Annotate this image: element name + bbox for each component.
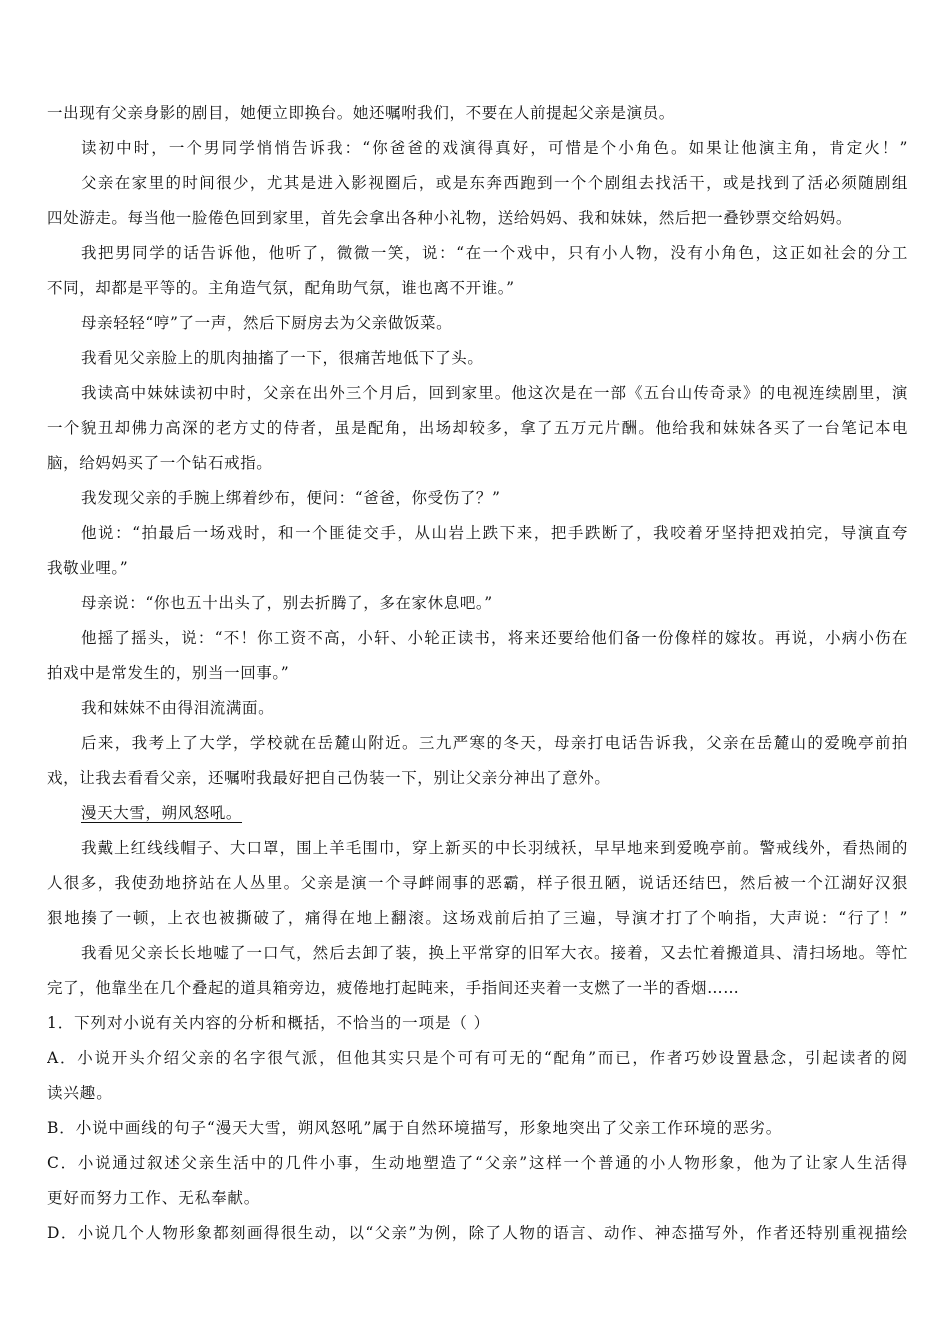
line-text: 一出现有父亲身影的剧目，她便立即换台。她还嘱咐我们，不要在人前提起父亲是演员。 <box>47 104 675 122</box>
text-line <box>47 866 908 901</box>
text-line <box>47 131 908 166</box>
line-text: 我敬业哩。” <box>47 559 129 577</box>
line-text: 更好而努力工作、无私奉献。 <box>47 1189 261 1207</box>
text-line <box>47 621 908 656</box>
line-text: 我把男同学的话告诉他，他听了，微微一笑，说：“在一个戏中，只有小人物，没有小角色，这正如社会的分工 <box>81 244 908 262</box>
line-text: 不同，却都是平等的。主角造气氛，配角助气氛，谁也离不开谁。” <box>47 279 515 297</box>
line-text: 后来，我考上了大学，学校就在岳麓山附近。三九严寒的冬天，母亲打电话告诉我，父亲在岳麓山的爱晚亭前拍 <box>81 734 908 752</box>
text-line <box>47 481 908 516</box>
line-text: D．小说几个人物形象都刻画得很生动，以“父亲”为例，除了人物的语言、动作、神态描写外，作者还特别重视描绘 <box>47 1224 908 1242</box>
question-line <box>47 1216 908 1251</box>
line-text: 狠地揍了一顿，上衣也被撕破了，痛得在地上翻滚。这场戏前后拍了三遍，导演才打了个响指，大声说：“行了！” <box>47 909 908 927</box>
question-line <box>47 1041 908 1076</box>
text-line <box>47 901 908 936</box>
line-text: 我看见父亲脸上的肌肉抽搐了一下，很痛苦地低下了头。 <box>81 349 484 367</box>
underlined-sentence: 漫天大雪，朔风怒吼。 <box>81 804 243 822</box>
line-text: 我和妹妹不由得泪流满面。 <box>81 699 275 717</box>
text-line <box>47 376 908 411</box>
line-text: C．小说通过叙述父亲生活中的几件小事，生动地塑造了“父亲”这样一个普通的小人物形象，他为了让家人生活得 <box>47 1154 908 1172</box>
text-line <box>47 656 908 691</box>
text-line <box>47 551 908 586</box>
text-line <box>47 586 908 621</box>
line-text: 完了，他靠坐在几个叠起的道具箱旁边，疲倦地打起盹来，手指间还夹着一支燃了一半的香烟…… <box>47 979 740 997</box>
line-text: 我读高中妹妹读初中时，父亲在出外三个月后，回到家里。他这次是在一部《五台山传奇录》的电视连续剧里，演 <box>81 384 908 402</box>
line-text: 拍戏中是常发生的，别当一回事。” <box>47 664 290 682</box>
text-line <box>47 306 908 341</box>
text-line <box>47 936 908 971</box>
question-line <box>47 1076 908 1111</box>
question-line <box>47 1181 908 1216</box>
line-text: 读初中时，一个男同学悄悄告诉我：“你爸爸的戏演得真好，可惜是个小角色。如果让他演主角，肯定火！” <box>81 139 908 157</box>
question-line <box>47 1006 908 1041</box>
text-line <box>47 271 908 306</box>
text-line <box>47 166 908 201</box>
text-line <box>47 96 908 131</box>
text-line <box>47 796 908 831</box>
line-text: 父亲在家里的时间很少，尤其是进入影视圈后，或是东奔西跑到一个个剧组去找活干，或是找到了活必须随剧组 <box>81 174 908 192</box>
line-text: 一个貌丑却佛力高深的老方丈的侍者，虽是配角，出场却较多，拿了五万元片酬。他给我和妹妹各买了一台笔记本电 <box>47 419 908 437</box>
text-line <box>47 761 908 796</box>
line-text: 他摇了摇头，说：“不！你工资不高，小轩、小轮正读书，将来还要给他们备一份像样的嫁妆。再说，小病小伤在 <box>81 629 908 647</box>
line-text: 脑，给妈妈买了一个钻石戒指。 <box>47 454 273 472</box>
line-text: B．小说中画线的句子“漫天大雪，朔风怒吼”属于自然环境描写，形象地突出了父亲工作环境的恶劣。 <box>47 1119 783 1137</box>
text-line <box>47 411 908 446</box>
line-text: 他说：“拍最后一场戏时，和一个匪徒交手，从山岩上跌下来，把手跌断了，我咬着牙坚持把戏拍完，导演直夸 <box>81 524 908 542</box>
line-text: 母亲轻轻“哼”了一声，然后下厨房去为父亲做饭菜。 <box>81 314 453 332</box>
line-text: 我看见父亲长长地嘘了一口气，然后去卸了装，换上平常穿的旧军大衣。接着，又去忙着搬道具、清扫场地。等忙 <box>81 944 908 962</box>
line-text: A．小说开头介绍父亲的名字很气派，但他其实只是个可有可无的“配角”而已，作者巧妙设置悬念，引起读者的阅 <box>47 1049 908 1067</box>
text-line <box>47 446 908 481</box>
text-line <box>47 831 908 866</box>
line-text: 1．下列对小说有关内容的分析和概括，不恰当的一项是（ ） <box>47 1014 490 1032</box>
text-line <box>47 341 908 376</box>
question-line <box>47 1111 908 1146</box>
line-text: 四处游走。每当他一脸倦色回到家里，首先会拿出各种小礼物，送给妈妈、我和妹妹，然后把一叠钞票交给妈妈。 <box>47 209 853 227</box>
text-line <box>47 971 908 1006</box>
text-line <box>47 691 908 726</box>
text-line <box>47 726 908 761</box>
line-text: 人很多，我使劲地挤站在人丛里。父亲是演一个寻衅闹事的恶霸，样子很丑陋，说话还结巴，然后被一个江湖好汉狠 <box>47 874 908 892</box>
line-text: 读兴趣。 <box>47 1084 113 1102</box>
text-line <box>47 201 908 236</box>
text-line <box>47 236 908 271</box>
line-text: 我戴上红线线帽子、大口罩，围上羊毛围巾，穿上新买的中长羽绒袄，早早地来到爱晚亭前。警戒线外，看热闹的 <box>81 839 908 857</box>
line-text: 母亲说：“你也五十出头了，别去折腾了，多在家休息吧。” <box>81 594 493 612</box>
question-line <box>47 1146 908 1181</box>
line-text: 戏，让我去看看父亲，还嘱咐我最好把自己伪装一下，别让父亲分神出了意外。 <box>47 769 611 787</box>
text-line <box>47 516 908 551</box>
line-text: 我发现父亲的手腕上绑着纱布，便问：“爸爸，你受伤了？” <box>81 489 501 507</box>
